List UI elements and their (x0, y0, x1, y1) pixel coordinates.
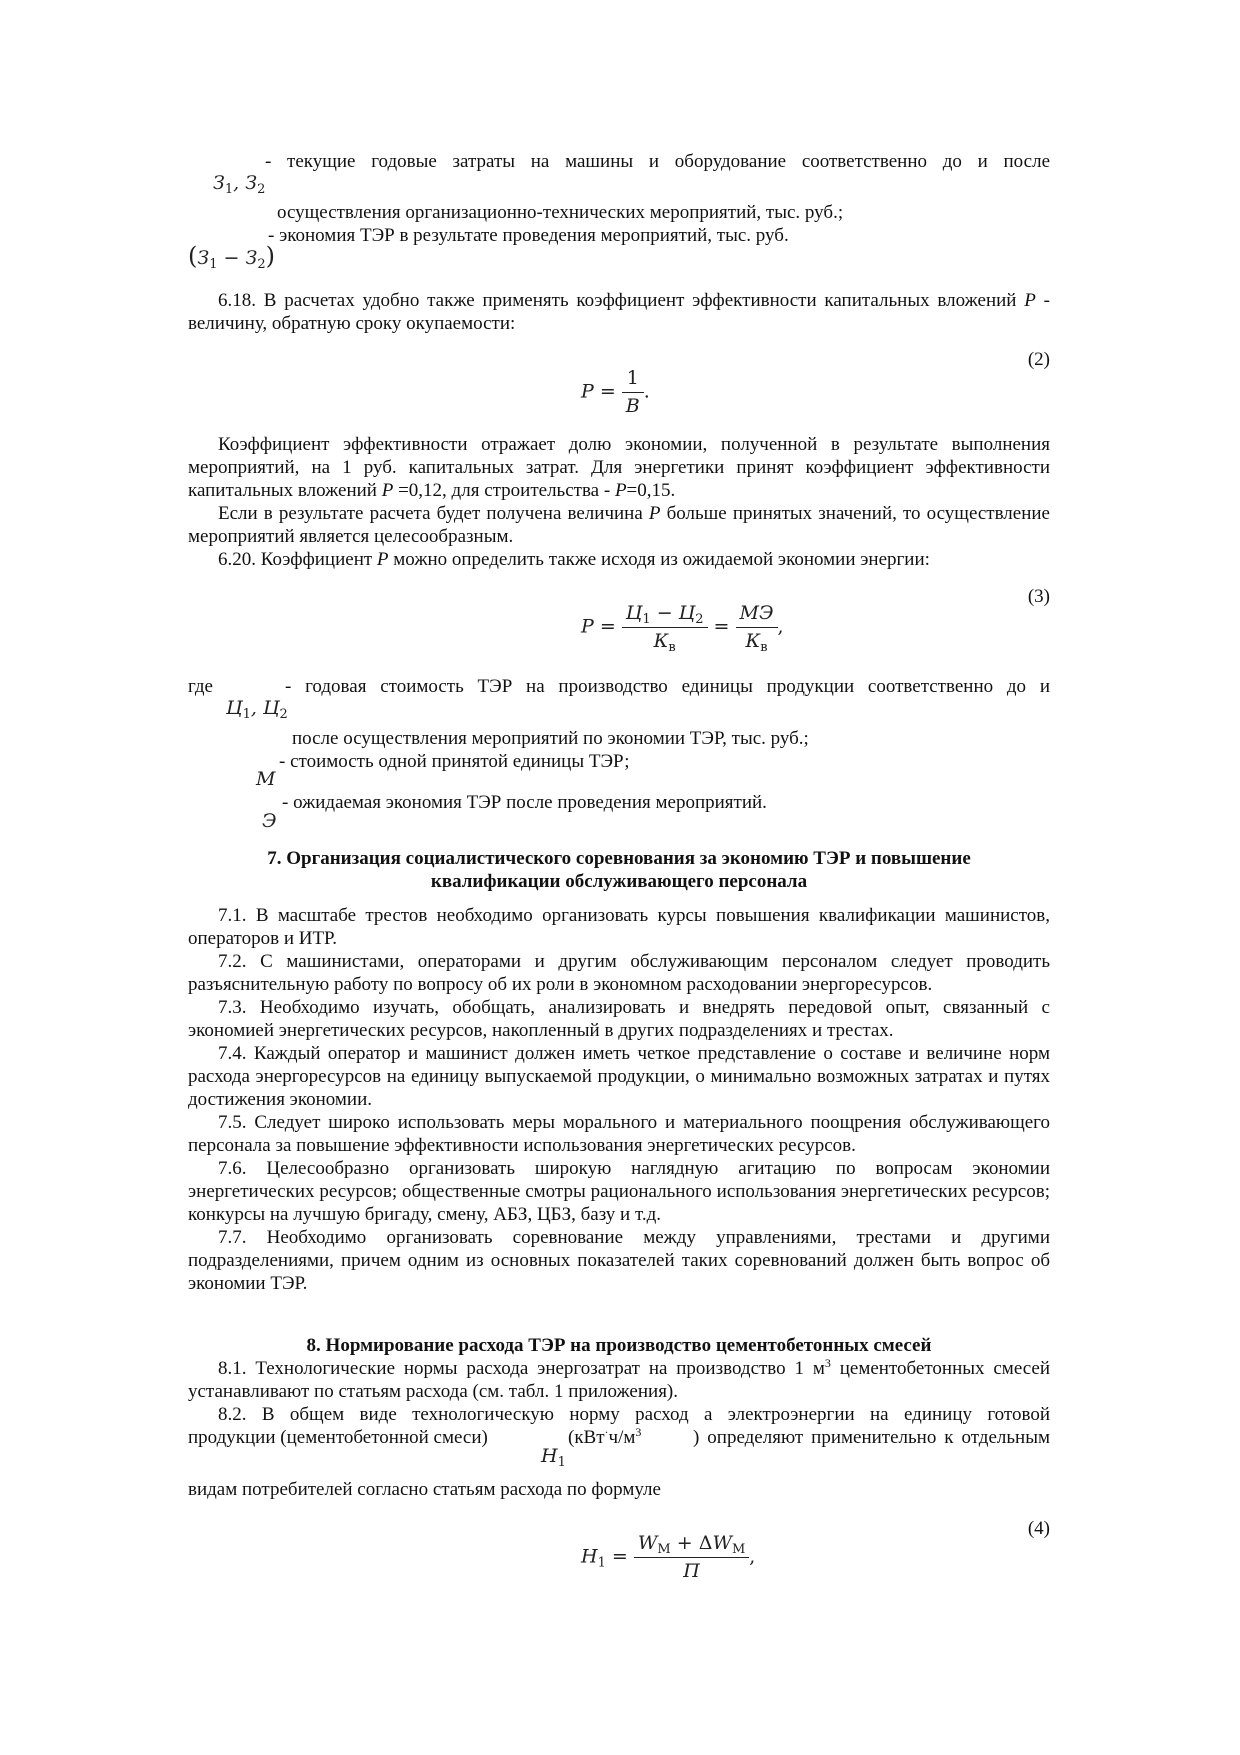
def-m: - стоимость одной принятой единицы ТЭР; (279, 751, 630, 772)
list-item: 7.1. В масштабе трестов необходимо организовать курсы повышения квалификации машинистов, операторов и ИТР. (188, 905, 1050, 949)
fraction-w: $\frac{W_M + \Delta W_M}{П}$ (634, 1532, 749, 1583)
equation-3: Р = $\frac{Ц_1 - Ц_2}{К_в}$ = $\frac{МЭ}{К_в}$ , (581, 602, 784, 655)
section-7-list (188, 904, 1050, 1295)
list-item: 7.5. Следует широко использовать меры морального и материального поощрения обслуживающего персонала за повышение эффективности использования энергетических ресурсов. (188, 1112, 1050, 1156)
list-item: 7.4. Каждый оператор и машинист должен иметь четкое представление о составе и величине норм расхода энергоресурсов на единицу выпускаемой продукции, о минимально возможных затратах и путях достижения экономии. (188, 1043, 1050, 1110)
paragraph-8-2-line3: видам потребителей согласно статьям расхода по формуле (188, 1479, 661, 1500)
fraction-c: $\frac{Ц_1 - Ц_2}{К_в}$ (622, 602, 708, 653)
equation-number-4: (4) (1027, 1518, 1050, 1539)
symbol-m: М (256, 768, 276, 790)
p82-unit: ($кВт^\cdot ч/м^3$ (568, 1425, 642, 1448)
paragraph-6-20: 6.20. Коэффициент Р можно определить также исходя из ожидаемой экономии энергии: (218, 549, 930, 570)
where-label: где (188, 676, 213, 697)
paragraph-8-2-line1: 8.2. В общем виде технологическую норму расход а электроэнергии на единицу готовой (218, 1404, 1050, 1425)
list-item: 7.3. Необходимо изучать, обобщать, анализировать и внедрять передовой опыт, связанный с экономией энергетических ресурсов, накопленный в других подразделениях и трестах. (188, 997, 1050, 1041)
paragraph-if-result: Если в результате расчета будет получена величина Р больше принятых значений, то осуществление мероприятий является целесообразным. (188, 503, 1050, 547)
symbol-c1-c2: $Ц_1$, $Ц_2$ (226, 697, 288, 722)
list-item: 7.2. С машинистами, операторами и другим обслуживающим персоналом следует проводить разъяснительную работу по вопросу об их роли в экономном расходовании энергоресурсов. (188, 951, 1050, 995)
symbol-z1-z2: $З_1$, $З_2$ (213, 172, 266, 197)
list-item: 7.7. Необходимо организовать соревнование между управлениями, трестами и другими подразделениями, причем одним из основных показателей таких соревнований должен быть вопрос об экономии ТЭР. (188, 1227, 1050, 1294)
section-7-heading: 7. Организация социалистического соревнования за экономию ТЭР и повышение квалификации обслуживающего персонала (267, 848, 971, 892)
equation-2: Р = $\frac{1}{В}$ . (581, 367, 650, 417)
def-e: - ожидаемая экономия ТЭР после проведения мероприятий. (282, 792, 767, 813)
paragraph-6-18: 6.18. В расчетах удобно также применять коэффициент эффективности капитальных вложений Р - величину, обратную сроку окупаемости: (188, 290, 1051, 334)
p82-product-text: продукции (цементобетонной смеси) (188, 1427, 488, 1448)
list-item: 7.6. Целесообразно организовать широкую наглядную агитацию по вопросам экономии энергетических ресурсов; общественные смотры рационального использования энергетических ресурсов; конкурсы на лучшую бригаду, смену, АБЗ, ЦБЗ, базу и т.д. (188, 1158, 1050, 1225)
equation-4: $Н_1$ = $\frac{W_M + \Delta W_M}{П}$ , (581, 1532, 756, 1582)
def-c-line2: после осуществления мероприятий по экономии ТЭР, тыс. руб.; (292, 728, 809, 749)
paragraph-8-1: 8.1. Технологические нормы расхода энергозатрат на производство 1 $м^3$ цементобетонных смесей устанавливают по статьям расхода (см. табл. 1 приложения). (188, 1356, 1050, 1402)
symbol-h1: $Н_1$ (541, 1445, 566, 1470)
paragraph-8-2-line2 (188, 1426, 1050, 1449)
def-z-line2: осуществления организационно-технических мероприятий, тыс. руб.; (277, 202, 844, 223)
def-z-line1: - текущие годовые затраты на машины и оборудование соответственно до и после (265, 151, 1050, 172)
fraction: $\frac{1}{В}$ (622, 367, 644, 418)
equation-number-3: (3) (1027, 586, 1050, 607)
def-c-line1: - годовая стоимость ТЭР на производство единицы продукции соответственно до и (285, 676, 1050, 697)
def-z-diff: - экономия ТЭР в результате проведения мероприятий, тыс. руб. (268, 225, 789, 246)
p82-defined: ) определяют применительно к отдельным (693, 1427, 1050, 1448)
equation-number-2: (2) (1027, 349, 1050, 370)
symbol-e: Э (262, 810, 277, 832)
paragraph-coefficient: Коэффициент эффективности отражает долю экономии, полученной в результате выполнения мероприятий, на 1 руб. капитальных затрат. Для энергетики принят коэффициент эффективности капитальных вложений Р =0,12, для строительства - Р=0,15. (188, 434, 1050, 501)
section-8-heading: 8. Нормирование расхода ТЭР на производство цементобетонных смесей (306, 1335, 932, 1356)
symbol-z-diff: $(З_1 - З_2)$ (188, 242, 275, 272)
fraction-me: $\frac{МЭ}{К_в}$ (736, 602, 778, 653)
